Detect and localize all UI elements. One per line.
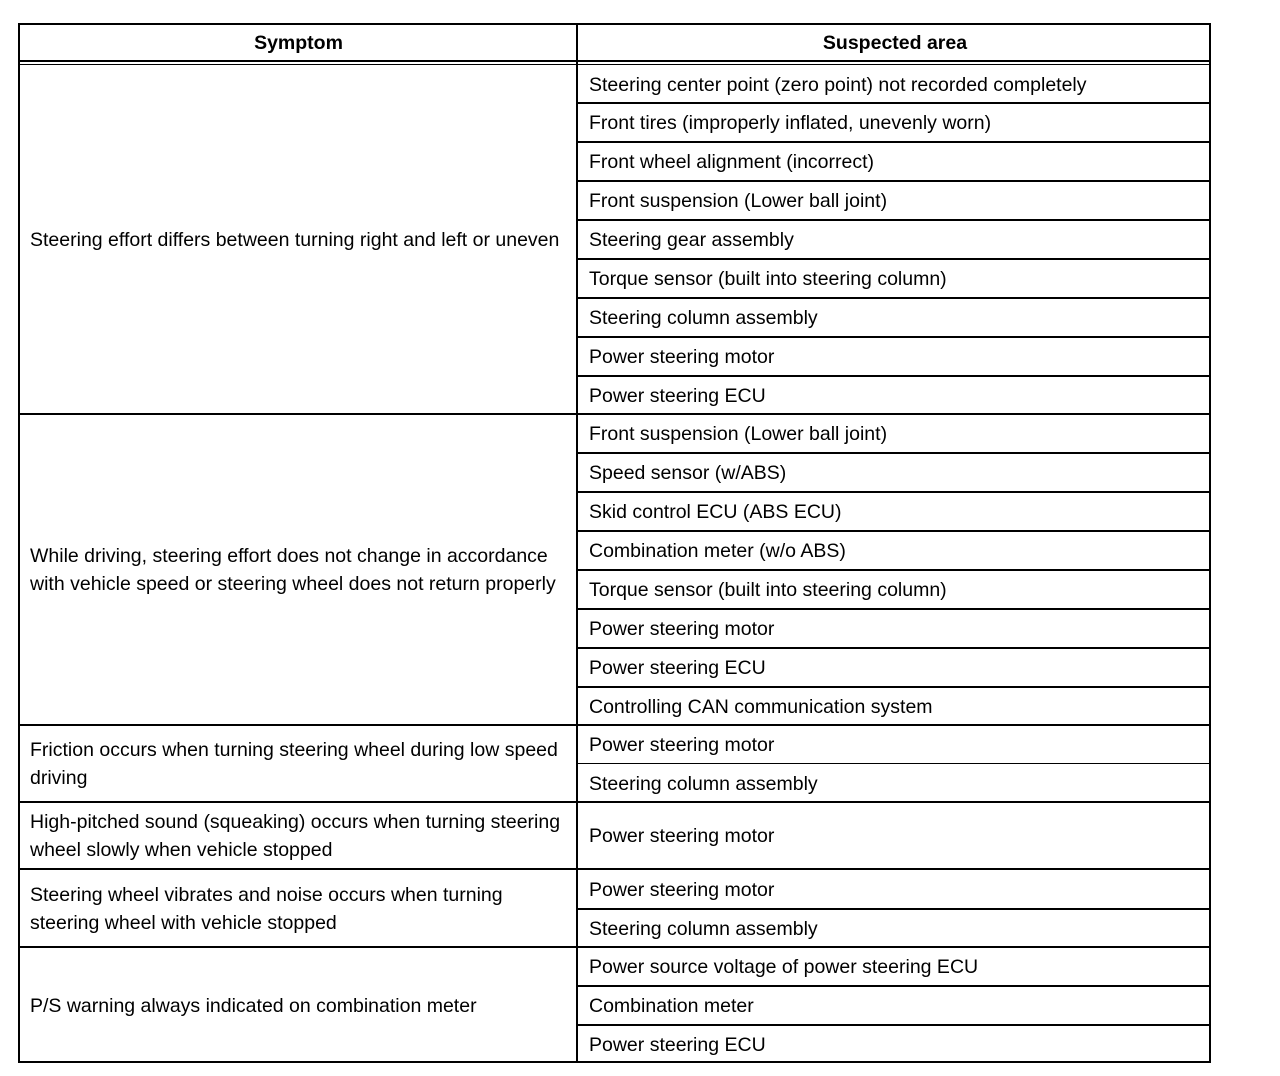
suspected-area-cell: Power steering ECU (589, 1034, 766, 1056)
symptom-cell: High-pitched sound (squeaking) occurs when turning steering wheel slowly when vehicle stopped (30, 811, 561, 861)
suspected-area-cell: Combination meter (w/o ABS) (589, 540, 846, 562)
suspected-area-cell: Front suspension (Lower ball joint) (589, 190, 888, 212)
suspected-area-cell: Power steering ECU (589, 384, 766, 407)
header-divider-double (20, 64, 1209, 65)
symptom-cell: While driving, steering effort does not change in accordance with vehicle speed or steering wheel does not return properly (30, 545, 556, 595)
header-divider (20, 60, 1209, 62)
suspected-area-cell: Torque sensor (built into steering column) (589, 579, 947, 601)
suspected-area-cell: Front suspension (Lower ball joint) (589, 423, 888, 445)
suspected-area-cell: Power steering motor (589, 734, 775, 756)
suspected-area-cell: Steering center point (zero point) not recorded completely (589, 73, 1087, 96)
suspected-area-cell: Power source voltage of power steering ECU (589, 956, 979, 978)
suspected-area-cell: Steering column assembly (589, 772, 818, 795)
suspected-area-cell: Front tires (improperly inflated, unevenly worn) (589, 112, 992, 134)
suspected-area-cell: Speed sensor (w/ABS) (589, 462, 787, 484)
symptom-cell: Friction occurs when turning steering wheel during low speed driving (30, 739, 558, 789)
suspected-area-cell: Power steering motor (589, 618, 775, 640)
suspected-area-cell: Combination meter (589, 995, 754, 1017)
suspected-area-cell: Steering column assembly (589, 307, 818, 329)
symptom-cell: Steering effort differs between turning right and left or uneven (30, 229, 560, 251)
suspected-area-cell: Power steering motor (589, 346, 775, 368)
suspected-area-cell: Power steering ECU (589, 657, 766, 679)
symptom-cell: P/S warning always indicated on combination meter (30, 995, 477, 1017)
header-suspected-area: Suspected area (822, 32, 968, 54)
suspected-area-cell: Torque sensor (built into steering column) (589, 268, 947, 290)
suspected-area-cell: Power steering motor (589, 878, 775, 901)
symptom-table (18, 23, 1211, 1063)
row-divider (577, 763, 1209, 764)
suspected-area-cell: Front wheel alignment (incorrect) (589, 151, 875, 173)
suspected-area-cell: Power steering motor (589, 825, 775, 847)
suspected-area-cell: Skid control ECU (ABS ECU) (589, 501, 842, 523)
suspected-area-cell: Controlling CAN communication system (589, 695, 933, 718)
header-symptom: Symptom (254, 32, 343, 54)
suspected-area-cell: Steering gear assembly (589, 229, 794, 251)
suspected-area-cell: Steering column assembly (589, 917, 818, 940)
symptom-cell: Steering wheel vibrates and noise occurs when turning steering wheel with vehicle stopped (30, 883, 503, 934)
